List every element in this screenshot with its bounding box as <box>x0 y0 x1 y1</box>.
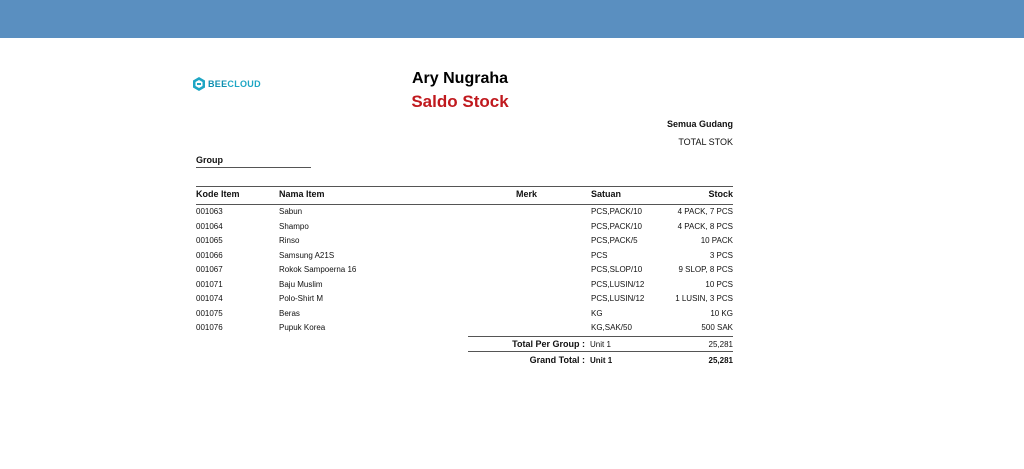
cell-stock: 1 LUSIN, 3 PCS <box>675 294 733 303</box>
table-row <box>196 291 733 306</box>
company-name: Ary Nugraha <box>411 70 509 87</box>
cell-nama: Baju Muslim <box>279 279 323 289</box>
column-kode-item: Kode Item <box>196 189 240 199</box>
table-row <box>196 204 733 219</box>
cell-satuan: PCS,SLOP/10 <box>591 265 643 274</box>
cell-stock: 4 PACK, 7 PCS <box>677 207 733 216</box>
total-per-group-label: Total Per Group : <box>512 339 585 349</box>
total-per-group-value: 25,281 <box>708 340 733 349</box>
cell-satuan: KG <box>591 308 603 318</box>
cell-stock: 3 PCS <box>709 250 733 260</box>
group-label: Group <box>196 155 223 165</box>
grand-total-value: 25,281 <box>708 356 733 365</box>
cell-stock: 10 KG <box>710 308 733 318</box>
table-row <box>196 277 733 292</box>
cell-kode: 001063 <box>196 207 223 216</box>
column-stock: Stock <box>708 189 733 199</box>
cell-kode: 001071 <box>196 279 223 289</box>
cell-nama: Shampo <box>279 221 309 231</box>
top-bar <box>0 0 1024 38</box>
table-row <box>196 219 733 234</box>
column-merk: Merk <box>516 189 538 199</box>
cell-stock: 10 PACK <box>700 236 733 245</box>
beecloud-logo <box>193 77 261 91</box>
table-row <box>196 306 733 321</box>
cell-satuan: PCS,PACK/10 <box>591 207 642 216</box>
table-row <box>196 248 733 263</box>
group-underline <box>196 167 311 168</box>
table-row <box>196 262 733 277</box>
warehouse-label: Semua Gudang <box>666 119 733 129</box>
cell-satuan: PCS,PACK/10 <box>591 221 642 231</box>
column-satuan: Satuan <box>591 189 622 199</box>
cell-stock: 4 PACK, 8 PCS <box>677 221 733 231</box>
cell-nama: Polo-Shirt M <box>279 294 324 303</box>
cell-nama: Pupuk Korea <box>279 323 326 332</box>
cell-kode: 001067 <box>196 265 223 274</box>
cell-kode: 001064 <box>196 221 223 231</box>
report-title: Saldo Stock <box>411 92 509 111</box>
cell-nama: Beras <box>279 308 300 318</box>
grand-total-divider <box>468 351 733 352</box>
table-row <box>196 233 733 248</box>
cell-nama: Samsung A21S <box>279 250 335 260</box>
cell-stock: 10 PCS <box>705 279 733 289</box>
total-per-group-unit: Unit 1 <box>590 340 611 349</box>
table-row <box>196 320 733 335</box>
grand-total-row <box>468 355 733 368</box>
cell-satuan: KG,SAK/50 <box>591 323 632 332</box>
total-stock-label: TOTAL STOK <box>678 137 733 147</box>
cell-kode: 001065 <box>196 236 223 245</box>
cell-nama: Rokok Sampoerna 16 <box>279 265 357 274</box>
beecloud-logo-icon <box>193 77 205 91</box>
grand-total-unit: Unit 1 <box>590 356 613 365</box>
table-header <box>196 186 733 205</box>
cell-stock: 500 SAK <box>701 323 733 332</box>
summary-divider <box>468 336 733 337</box>
logo-text: BEECLOUD <box>208 79 261 89</box>
cell-satuan: PCS,PACK/5 <box>591 236 638 245</box>
cell-nama: Rinso <box>279 236 300 245</box>
grand-total-label: Grand Total : <box>529 355 585 365</box>
cell-kode: 001066 <box>196 250 223 260</box>
cell-kode: 001074 <box>196 294 223 303</box>
cell-kode: 001075 <box>196 308 223 318</box>
cell-kode: 001076 <box>196 323 223 332</box>
cell-satuan: PCS <box>591 250 608 260</box>
cell-satuan: PCS,LUSIN/12 <box>591 294 645 303</box>
cell-stock: 9 SLOP, 8 PCS <box>678 265 733 274</box>
cell-satuan: PCS,LUSIN/12 <box>591 279 645 289</box>
cell-nama: Sabun <box>279 207 303 216</box>
table-body <box>196 204 733 335</box>
column-nama-item: Nama Item <box>279 189 325 199</box>
